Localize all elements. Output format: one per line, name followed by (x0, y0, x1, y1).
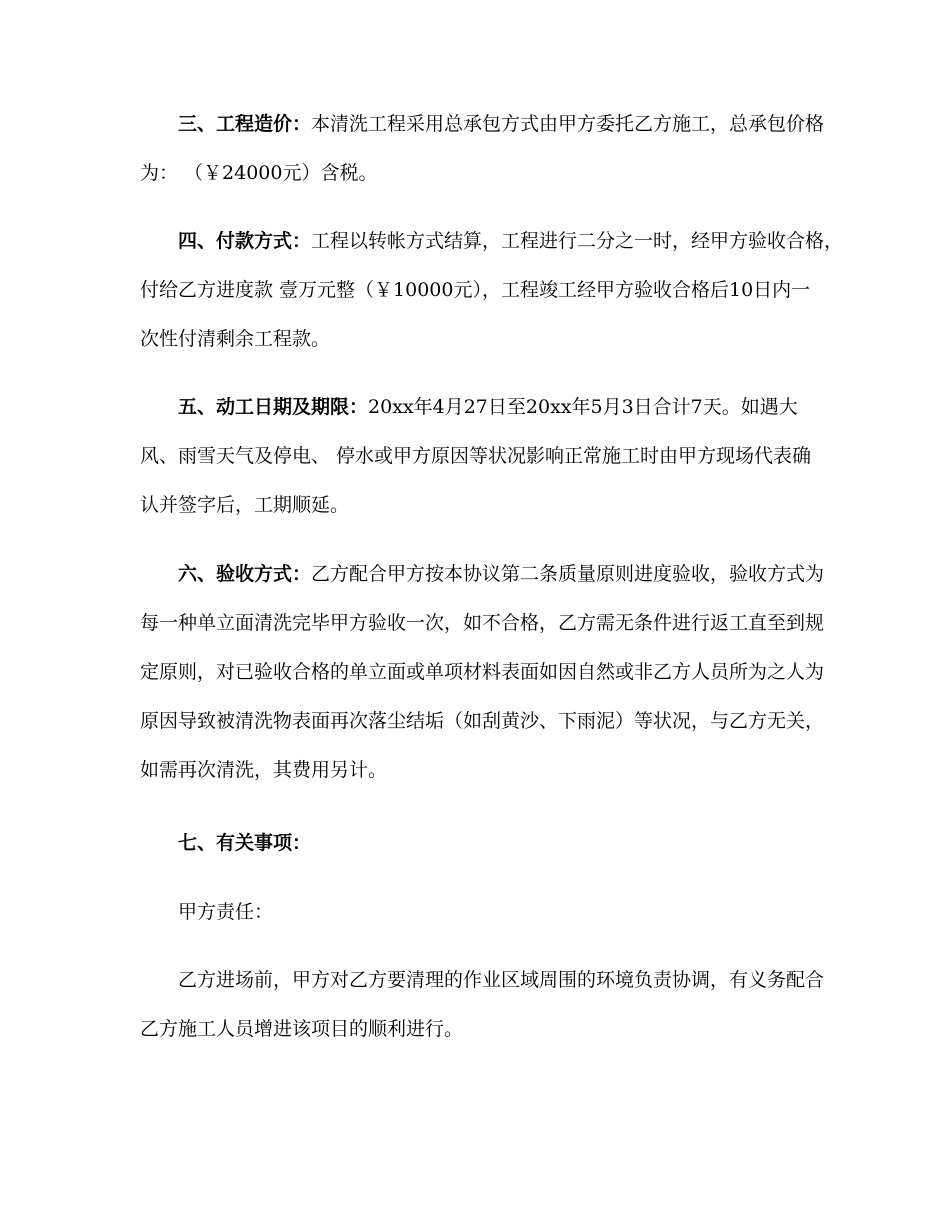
section-5-line-2: 风、雨雪天气及停电、 停水或甲方原因等状况影响正常施工时由甲方现场代表确 (140, 445, 812, 467)
section-5-text: 20xx年4月27日至20xx年5月3日合计7天。如遇大 (368, 396, 798, 418)
section-6-text: 乙方配合甲方按本协议第二条质量原则进度验收，验收方式为 (311, 563, 825, 585)
section-4-text: 工程以转帐方式结算，工程进行二分之一时，经甲方验收合格， (311, 230, 844, 252)
section-5-heading: 五、动工日期及期限： (178, 396, 369, 418)
section-3-line-1 (178, 112, 824, 136)
section-5-line-3: 认并签字后，工期顺延。 (140, 494, 350, 516)
section-4-line-2: 付给乙方进度款 壹万元整（￥10000元），工程竣工经甲方验收合格后10日内一 (140, 279, 811, 301)
paragraph-2-line-1: 乙方进场前，甲方对乙方要清理的作业区域周围的环境负责协调，有义务配合 (178, 969, 825, 991)
section-6-line-2: 每一种单立面清洗完毕甲方验收一次，如不合格，乙方需无条件进行返工直至到规 (140, 612, 825, 634)
section-6-line-4: 原因导致被清洗物表面再次落尘结垢（如刮黄沙、下雨泥）等状况，与乙方无关， (140, 710, 825, 732)
section-6-heading: 六、验收方式： (178, 563, 312, 585)
section-3-line-2: 为： （￥24000元）含税。 (140, 162, 378, 184)
section-7-heading: 七、有关事项： (178, 832, 312, 854)
section-4-heading: 四、付款方式： (178, 230, 312, 252)
section-6-line-3: 定原则，对已验收合格的单立面或单项材料表面如因自然或非乙方人员所为之人为 (140, 661, 825, 683)
section-3-heading: 三、工程造价： (178, 113, 312, 135)
section-4-line-3: 次性付清剩余工程款。 (140, 328, 331, 350)
paragraph-1-line-1: 甲方责任： (178, 901, 274, 923)
section-5-line-1 (178, 395, 798, 419)
paragraph-2-line-2: 乙方施工人员增进该项目的顺利进行。 (140, 1018, 464, 1040)
section-3-text: 本清洗工程采用总承包方式由甲方委托乙方施工，总承包价格 (311, 113, 825, 135)
section-4-line-1 (178, 229, 843, 253)
section-6-line-1 (178, 562, 824, 586)
section-6-line-5: 如需再次清洗，其费用另计。 (140, 759, 388, 781)
